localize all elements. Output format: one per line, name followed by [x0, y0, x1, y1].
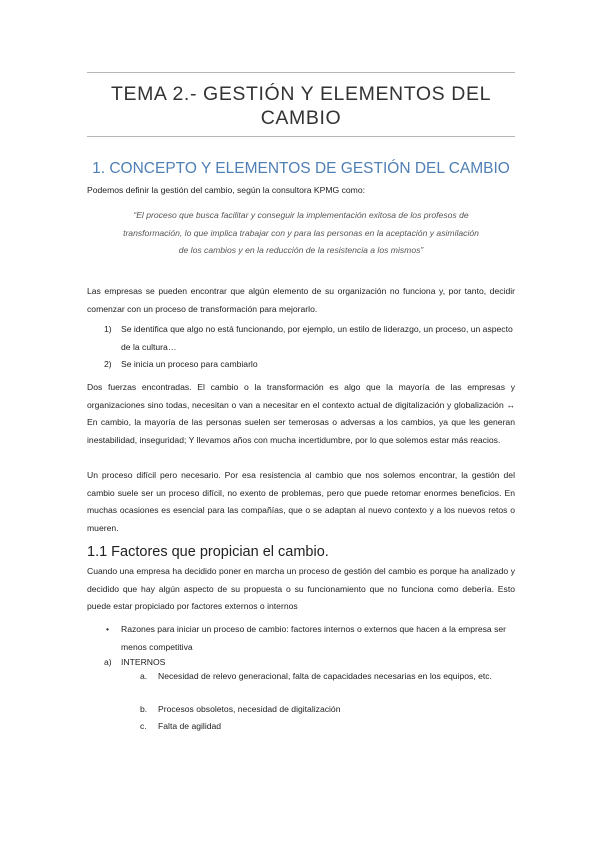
internos-label: INTERNOS: [121, 657, 166, 667]
title-top-rule: [87, 72, 515, 73]
list-item-1: Se identifica que algo no está funcionando, por ejemplo, un estilo de liderazgo, un proceso, un aspecto de la cultura…: [121, 324, 513, 352]
list-item-2: Se inicia un proceso para cambiarlo: [121, 359, 258, 369]
kpmg-quote: “El proceso que busca facilitar y conseguir la implementación exitosa de los profesos de transformación, lo que implica trabajar con y para las personas en la aceptación y asimilación de los cambios y en la reducción de la resistencia a los mismos”: [123, 210, 479, 255]
subitem-marker-c: c.: [140, 721, 147, 731]
bullet-item-razones: Razones para iniciar un proceso de cambio: factores internos o externos que hacen a la empresa ser menos competitiva: [121, 624, 507, 652]
title-bottom-rule: [87, 136, 515, 137]
paragraph-factores: Cuando una empresa ha decidido poner en marcha un proceso de gestión del cambio es porque ha analizado y decidido que hay algún aspecto de su propuesta o su funcionamiento que no funciona como debería. Esto puede estar propiciado por factores externos o internos: [87, 566, 515, 611]
subitem-b: Procesos obsoletos, necesidad de digitalización: [158, 704, 341, 714]
paragraph-dos-fuerzas: Dos fuerzas encontradas. El cambio o la transformación es algo que la mayoría de las empresas y organizaciones sino todas, necesitan o van a necesitar en el contexto actual de digitalización y globalización ↔ En cambio, la mayoría de las personas suelen ser temerosas o adversas a los cambios, ya que les generan inestabilidad, inseguridad; Y llevamos años con mucha incertidumbre, por lo que solemos estar más reacios.: [87, 382, 515, 445]
subitem-a: Necesidad de relevo generacional, falta de capacidades necesarias en los equipos, etc.: [158, 671, 492, 681]
section-1-intro: Podemos definir la gestión del cambio, según la consultora KPMG como:: [87, 185, 366, 195]
internos-marker: a): [104, 657, 112, 667]
subitem-c: Falta de agilidad: [158, 721, 222, 731]
section-1-1-heading: 1.1 Factores que propician el cambio.: [87, 544, 329, 560]
section-1-heading: 1. CONCEPTO Y ELEMENTOS DE GESTIÓN DEL CAMBIO: [92, 160, 510, 177]
list-marker-2: 2): [104, 359, 112, 369]
subitem-marker-b: b.: [140, 704, 148, 714]
bullet-icon: •: [106, 624, 110, 634]
list-marker-1: 1): [104, 324, 112, 334]
subitem-marker-a: a.: [140, 671, 148, 681]
page-title: TEMA 2.- GESTIÓN Y ELEMENTOS DEL CAMBIO: [110, 83, 492, 129]
paragraph-proceso-dificil: Un proceso difícil pero necesario. Por esa resistencia al cambio que nos solemos encontrar, la gestión del cambio suele ser un proceso difícil, no exento de problemas, pero que puede retomar enormes beneficios. En muchas ocasiones es esencial para las compañías, que o se adaptan al nuevo contexto y a los nuevos retos o mueren.: [87, 470, 515, 533]
paragraph-empresas: Las empresas se pueden encontrar que algún elemento de su organización no funciona y, por tanto, decidir comenzar con un proceso de transformación para mejorarlo.: [87, 286, 515, 314]
